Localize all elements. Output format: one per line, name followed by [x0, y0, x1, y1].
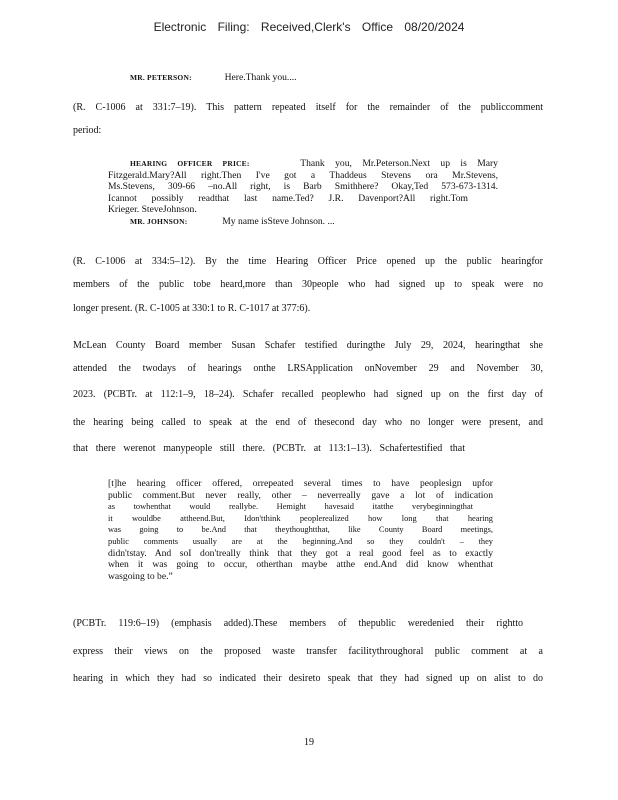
paragraph-line: that there werenot manypeople still there. (PCBTr. at 113:1–13). Schafertestified that	[73, 443, 465, 455]
paragraph-2	[73, 250, 543, 320]
paragraph-line: (PCBTr. 119:6–19) (emphasis added).These members of thepublic weredenied their rightto	[73, 618, 523, 629]
quote-line: it wouldbe attheend.But, Idon'tthink peoplerealized how long that hearing	[108, 513, 493, 523]
quote-line: public comment.But never really, other – neverreally gave a lot of indication	[108, 489, 493, 501]
filing-stamp-header: Electronic Filing: Received,Clerk's Office 08/20/2024	[153, 20, 465, 34]
quote-hearing-officer	[108, 158, 498, 228]
quote-line: Krieger. SteveJohnson.	[108, 204, 197, 216]
paragraph-3	[73, 334, 543, 461]
quote-line: as towhenthat would reallybe. Hemight havesaid itatthe verybeginningthat	[108, 502, 473, 512]
paragraph-line: express their views on the proposed waste transfer facilitythroughoral public comment at a	[73, 646, 543, 657]
paragraph-line: 2023. (PCBTr. at 112:1–9, 18–24). Schafer recalled peoplewho had signed up on the first day of	[73, 389, 543, 401]
quote-line	[130, 72, 320, 84]
paragraph-line: the hearing being called to speak at the end of thesecond day who no longer were present, and	[73, 417, 543, 429]
paragraph-line: (R. C-1006 at 334:5–12). By the time Hearing Officer Price opened up the public hearingfor	[73, 256, 543, 267]
quote-line: Fitzgerald.Mary?All right.Then I've got a Thaddeus Stevens ora Mr.Stevens,	[108, 169, 498, 181]
paragraph-1	[73, 96, 543, 143]
quote-text: Thank you, Mr.Peterson.Next up is Mary	[300, 158, 498, 169]
quote-line: when it was going to occur, otherthan maybe atthe end.And did know whenthat	[108, 559, 493, 571]
quote-schafer	[108, 478, 493, 582]
quote-line	[108, 216, 498, 228]
quote-text: My name isSteve Johnson. ...	[222, 215, 335, 227]
quote-line: didn'tstay. And soI don'treally think that they got a real good feel as to exactly	[108, 547, 493, 559]
paragraph-line: attended the twodays of hearings onthe LRSApplication onNovember 29 and November 30,	[73, 363, 543, 375]
paragraph-line: period:	[73, 125, 102, 137]
paragraph-4	[73, 612, 543, 690]
speaker-label: MR. JOHNSON:	[130, 216, 188, 226]
paragraph-line: (R. C-1006 at 331:7–19). This pattern repeated itself for the remainder of the publiccomment	[73, 102, 543, 113]
quote-line	[108, 158, 498, 170]
paragraph-line: hearing in which they had so indicated their desireto speak that they had signed up on alist to do	[73, 673, 543, 684]
quote-line: public comments usually are at the beginning.And so they couldn't – they	[108, 536, 493, 546]
quote-line: Ms.Stevens, 309-66 –no.All right, is Barb Smithhere? Okay,Ted 573-673-1314.	[108, 181, 498, 193]
paragraph-line: members of the public tobe heard,more than 30people who had signed up to speak were no	[73, 279, 543, 291]
page-number: 19	[304, 737, 314, 748]
quote-line: Icannot possibly readthat last name.Ted? J.R. Davenport?All right.Tom	[108, 192, 468, 204]
paragraph-line: longer present. (R. C-1005 at 330:1 to R. C-1017 at 377:6).	[73, 302, 311, 314]
quote-peterson	[130, 72, 320, 84]
quote-line: [t]he hearing officer offered, orrepeated several times to have peoplesign upfor	[108, 478, 493, 489]
speaker-label: HEARING OFFICER PRICE:	[130, 159, 250, 168]
quote-line: was going to be.And that theythoughtthat, like County Board meetings,	[108, 525, 493, 535]
paragraph-line: McLean County Board member Susan Schafer testified duringthe July 29, 2024, hearingthat she	[73, 340, 543, 351]
quote-line: wasgoing to be.”	[108, 570, 173, 582]
speaker-label: MR. PETERSON:	[130, 73, 192, 82]
quote-text: Here.Thank you....	[224, 72, 297, 83]
